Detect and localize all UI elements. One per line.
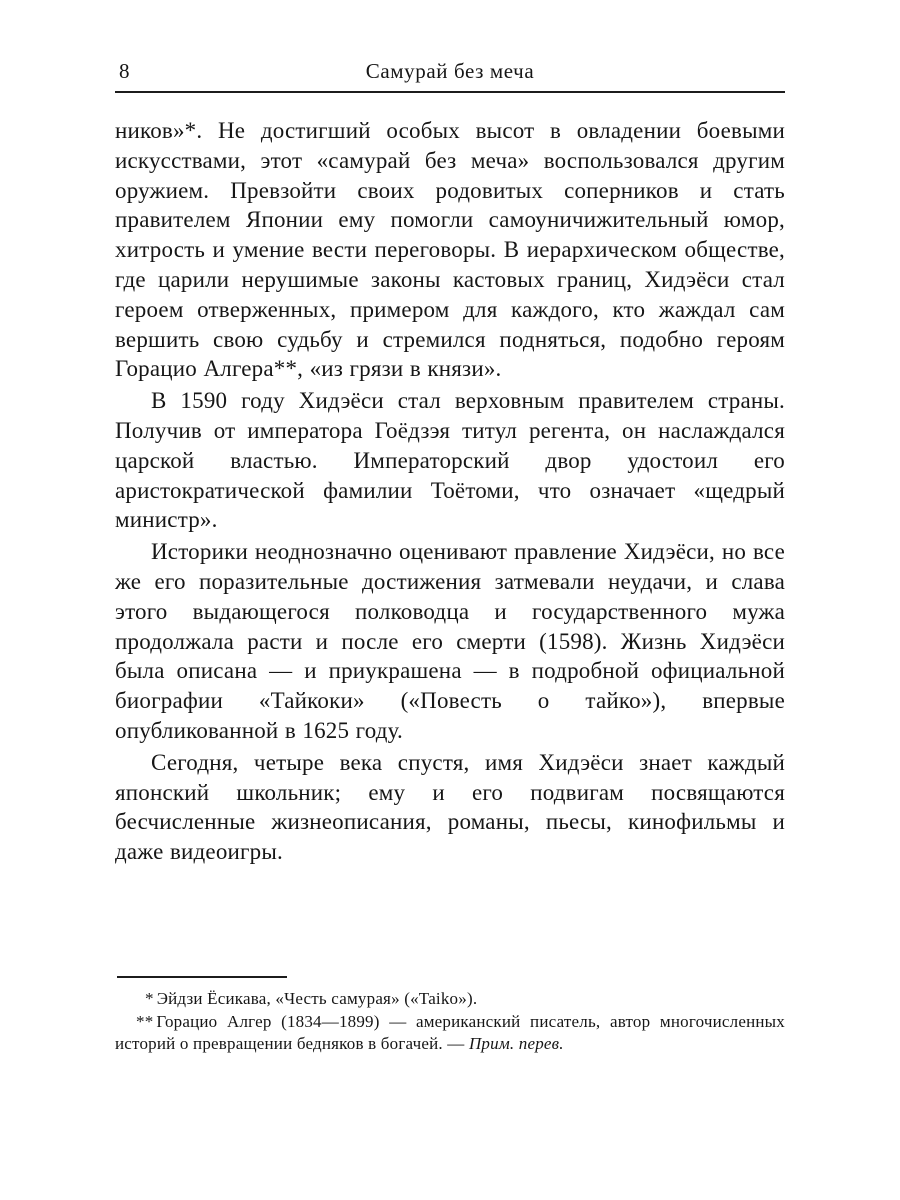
footnote-1 bbox=[115, 988, 785, 1011]
page-number: 8 bbox=[119, 59, 130, 83]
footnote-1-marker: * bbox=[145, 989, 154, 1008]
paragraph-3: Историки неоднозначно оценивают правление Хидэёси, но все же его поразительные достижения затмевали неудачи, и слава этого выдающегося полководца и государственного мужа продолжала расти и после его смерти (1598). Жизнь Хидэёси была описана — и приукрашена — в подробной официальной биографии «Тайкоки» («Повесть о тайко»), впервые опубликованной в 1625 году. bbox=[115, 539, 785, 743]
footnote-2-marker: ** bbox=[136, 1011, 154, 1031]
footnote-2 bbox=[115, 1011, 785, 1056]
footnotes-block bbox=[115, 976, 785, 1056]
body-text bbox=[115, 116, 785, 867]
paragraph-2: В 1590 году Хидэёси стал верховным правителем страны. Получив от императора Гоёдзэя титул регента, он наслаждался царской властью. Императорский двор удостоил его аристократической фамилии Тоётоми, что означает «щедрый министр». bbox=[115, 388, 785, 533]
header-rule bbox=[115, 91, 785, 93]
footnote-2-translator-note: Прим. перев. bbox=[468, 1034, 564, 1053]
paragraph-1: ников»*. Не достигший особых высот в овладении боевыми искусствами, этот «самурай без меча» воспользовался другим оружием. Превзойти своих родовитых соперников и стать правителем Японии ему помогли самоуничижительный юмор, хитрость и умение вести переговоры. В иерархическом обществе, где царили нерушимые законы кастовых границ, Хидэёси стал героем отверженных, примером для каждого, кто жаждал сам вершить свою судьбу и стремился подняться, подобно героям Горацио Алгера**, «из грязи в князи». bbox=[115, 118, 785, 382]
footnote-separator bbox=[117, 976, 287, 978]
page-header bbox=[115, 58, 785, 86]
footnote-2-text: Горацио Алгер (1834—1899) — американский писатель, автор многочисленных историй о превращении бедняков в богачей. — bbox=[115, 1011, 785, 1053]
footnote-1-text: Эйдзи Ёсикава, «Честь самурая» («Taiko»). bbox=[156, 989, 478, 1008]
paragraph-4: Сегодня, четыре века спустя, имя Хидэёси знает каждый японский школьник; ему и его подвигам посвящаются бесчисленные жизнеописания, романы, пьесы, кинофильмы и даже видеоигры. bbox=[115, 749, 785, 865]
running-title: Самурай без меча bbox=[365, 59, 535, 83]
